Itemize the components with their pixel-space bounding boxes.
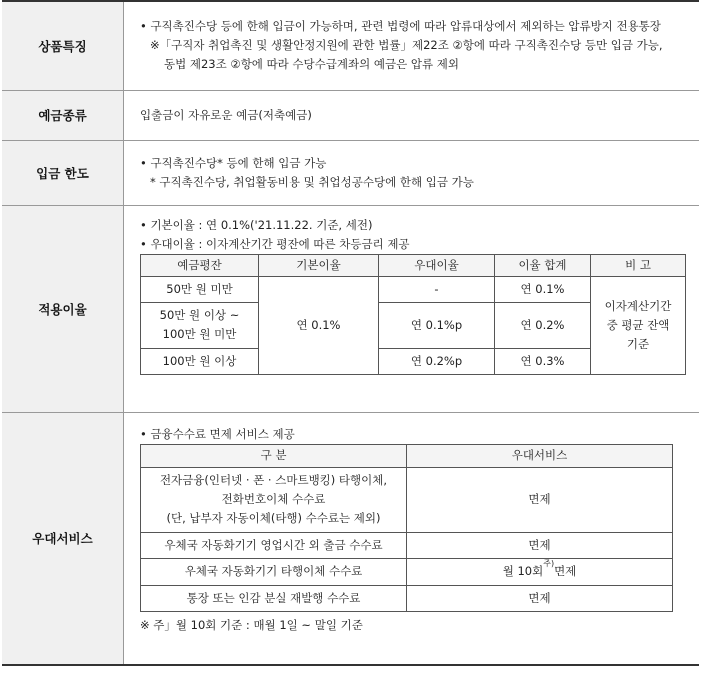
features-line-1: • 구직촉진수당 등에 한해 입금이 가능하며, 관련 법령에 따라 압류대상에서 제외하는 압류방지 전용통장 <box>140 19 661 34</box>
service-value-3-footnote-mark: 주) <box>543 559 555 568</box>
service-header-category: 구 분 <box>141 444 407 467</box>
rate-header-balance: 예금평잔 <box>141 254 259 276</box>
rate-header-note: 비 고 <box>591 254 686 276</box>
rates-line-2: • 우대이율 : 이자계산기간 평잔에 따른 차등금리 제공 <box>140 236 410 251</box>
rate-pref-3: 연 0.2%p <box>379 348 495 374</box>
row-label-rates: 적용이율 <box>2 205 124 412</box>
service-value-2: 면제 <box>407 532 673 558</box>
service-item-3: 우체국 자동화기기 타행이체 수수료 <box>141 558 407 585</box>
rate-note-line-2: 중 평균 잔액 <box>606 317 670 332</box>
rate-balance-2 <box>141 302 259 348</box>
rate-note-line-1: 이자계산기간 <box>604 298 672 313</box>
row-features <box>2 1 699 90</box>
row-rates <box>2 205 699 412</box>
rates-line-1: • 기본이율 : 연 0.1%('21.11.22. 기준, 세전) <box>140 217 373 232</box>
row-services <box>2 412 699 665</box>
rates-content <box>124 205 700 412</box>
rate-total-3: 연 0.3% <box>495 348 591 374</box>
row-label-deposit-limit: 입금 한도 <box>2 140 124 205</box>
service-value-3-post: 면제 <box>554 564 577 578</box>
row-deposit-type <box>2 90 699 140</box>
deposit-limit-content <box>124 140 700 205</box>
deposit-type-content <box>124 90 700 140</box>
row-deposit-limit <box>2 140 699 205</box>
service-value-1: 면제 <box>407 467 673 532</box>
deposit-limit-line-2: * 구직촉진수당, 취업활동비용 및 취업성공수당에 한해 입금 가능 <box>150 174 474 189</box>
service-item-1-line-1: 전자금융(인터넷 · 폰 · 스마트뱅킹) 타행이체, <box>159 473 388 487</box>
product-info-table-wrapper <box>2 0 699 666</box>
service-item-1 <box>141 467 407 532</box>
service-header-benefit: 우대서비스 <box>407 444 673 467</box>
service-value-3-pre: 월 10회 <box>502 564 544 578</box>
features-line-3: 동법 제23조 ②항에 따라 수당수급계좌의 예금은 압류 제외 <box>164 57 459 72</box>
rate-pref-1: - <box>379 276 495 302</box>
service-row-1 <box>141 467 673 532</box>
rate-total-1: 연 0.1% <box>495 276 591 302</box>
service-value-3 <box>407 558 673 585</box>
rate-row-1 <box>141 276 686 302</box>
service-row-4 <box>141 585 673 611</box>
service-row-2 <box>141 532 673 558</box>
service-item-1-line-2: 전화번호이체 수수료 <box>221 492 326 506</box>
row-label-deposit-type: 예금종류 <box>2 90 124 140</box>
rate-balance-1: 50만 원 미만 <box>141 276 259 302</box>
service-row-3 <box>141 558 673 585</box>
rate-balance-2-line-1: 50만 원 이상 ~ <box>159 308 240 322</box>
rate-table <box>140 254 686 375</box>
deposit-limit-line-1: • 구직촉진수당* 등에 한해 입금 가능 <box>140 155 327 170</box>
rate-total-2: 연 0.2% <box>495 302 591 348</box>
row-label-services: 우대서비스 <box>2 412 124 665</box>
services-footnote: ※ 주」월 10회 기준 : 매월 1일 ~ 말일 기준 <box>140 617 363 632</box>
row-label-features: 상품특징 <box>2 1 124 90</box>
service-value-4: 면제 <box>407 585 673 611</box>
service-item-2: 우체국 자동화기기 영업시간 외 출금 수수료 <box>141 532 407 558</box>
rate-balance-2-line-2: 100만 원 미만 <box>162 327 237 341</box>
rate-header-total: 이율 합계 <box>495 254 591 276</box>
rate-table-header <box>141 254 686 276</box>
service-item-4: 통장 또는 인감 분실 재발행 수수료 <box>141 585 407 611</box>
rate-balance-3: 100만 원 이상 <box>141 348 259 374</box>
features-line-2: ※「구직자 취업촉진 및 생활안정지원에 관한 법률」제22조 ②항에 따라 구직촉진수당 등만 입금 가능, <box>150 38 663 53</box>
product-info-table <box>2 0 699 666</box>
rate-pref-2: 연 0.1%p <box>379 302 495 348</box>
service-table-header <box>141 444 673 467</box>
deposit-type-text: 입출금이 자유로운 예금(저축예금) <box>140 107 312 122</box>
services-content <box>124 412 700 665</box>
service-table <box>140 444 673 612</box>
service-item-1-line-3: (단, 납부자 자동이체(타행) 수수료는 제외) <box>166 511 381 525</box>
rate-header-base: 기본이율 <box>259 254 379 276</box>
rate-header-pref: 우대이율 <box>379 254 495 276</box>
services-line-1: • 금융수수료 면제 서비스 제공 <box>140 426 295 441</box>
rate-note <box>591 276 686 374</box>
features-content <box>124 1 700 90</box>
rate-base-value: 연 0.1% <box>259 276 379 374</box>
rate-note-line-3: 기준 <box>626 336 650 351</box>
